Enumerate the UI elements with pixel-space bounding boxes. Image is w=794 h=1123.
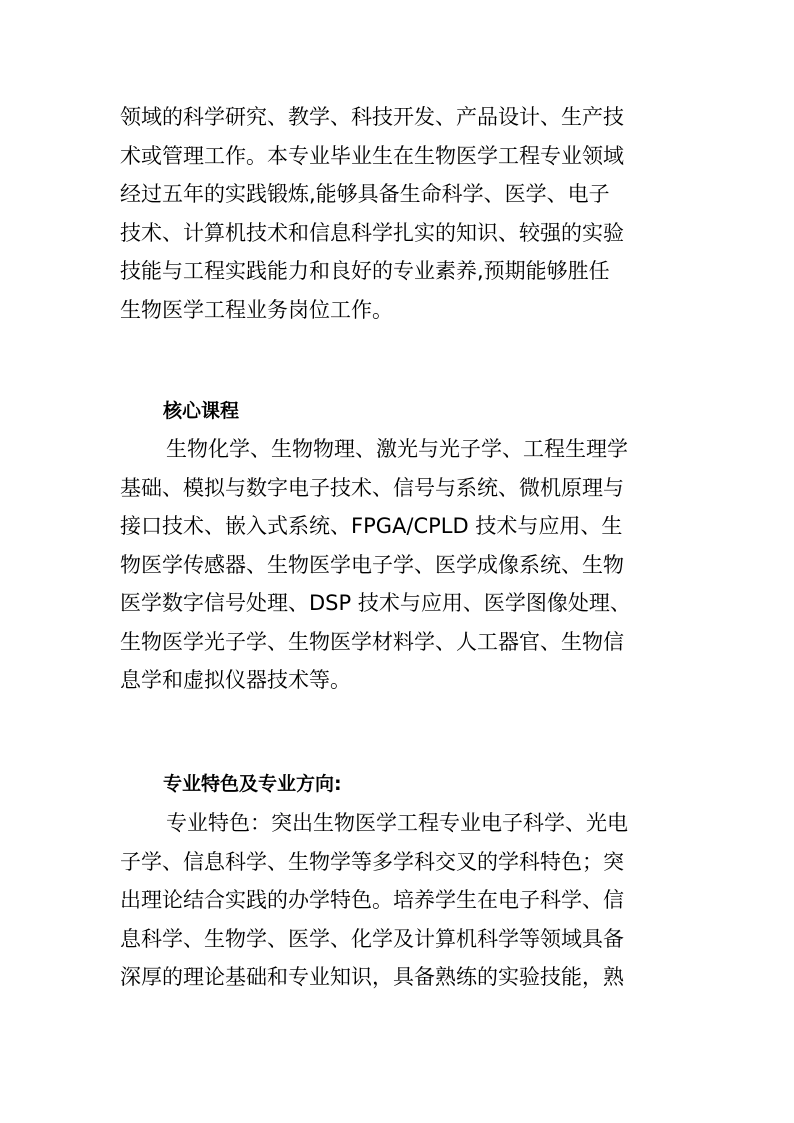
features-paragraph — [120, 804, 680, 997]
course-line: 生物医学光子学、生物医学材料学、人工器官、生物信 — [120, 629, 624, 654]
intro-line: 经过五年的实践锻炼,能够具备生命科学、医学、电子 — [120, 182, 610, 206]
intro-line: 技能与工程实践能力和良好的专业素养,预期能够胜任 — [120, 259, 610, 283]
features-section-heading — [120, 765, 680, 804]
section-heading: 核心课程 — [163, 400, 240, 422]
feature-line: 息科学、生物学、医学、化学及计算机科学等领域具备 — [120, 926, 624, 951]
course-line: 物医学传感器、生物医学电子学、医学成像系统、生物 — [120, 552, 624, 577]
core-courses-section-heading — [120, 392, 680, 431]
feature-line: 专业特色：突出生物医学工程专业电子科学、光电 — [166, 811, 628, 835]
course-line: 医学数字信号处理、DSP 技术与应用、医学图像处理、 — [120, 591, 631, 615]
course-line: 接口技术、嵌入式系统、FPGA/CPLD 技术与应用、生 — [120, 514, 623, 538]
course-line: 息学和虚拟仪器技术等。 — [120, 668, 351, 692]
feature-line: 出理论结合实践的办学特色。培养学生在电子科学、信 — [120, 888, 624, 912]
intro-line: 生物医学工程业务岗位工作。 — [120, 297, 393, 322]
course-line: 基础、模拟与数字电子技术、信号与系统、微机原理与 — [120, 475, 624, 500]
intro-line: 领域的科学研究、教学、科技开发、产品设计、生产技 — [120, 105, 624, 129]
course-line: 生物化学、生物物理、激光与光子学、工程生理学 — [166, 437, 628, 461]
intro-line: 术或管理工作。本专业毕业生在生物医学工程专业领域 — [120, 143, 624, 168]
feature-line: 子学、信息科学、生物学等多学科交叉的学科特色；突 — [120, 849, 624, 874]
intro-line: 技术、计算机技术和信息科学扎实的知识、较强的实验 — [120, 220, 624, 245]
core-courses-paragraph — [120, 430, 680, 700]
intro-paragraph — [120, 98, 680, 329]
section-heading: 专业特色及专业方向: — [163, 773, 342, 795]
feature-line: 深厚的理论基础和专业知识，具备熟练的实验技能，熟 — [120, 965, 624, 989]
